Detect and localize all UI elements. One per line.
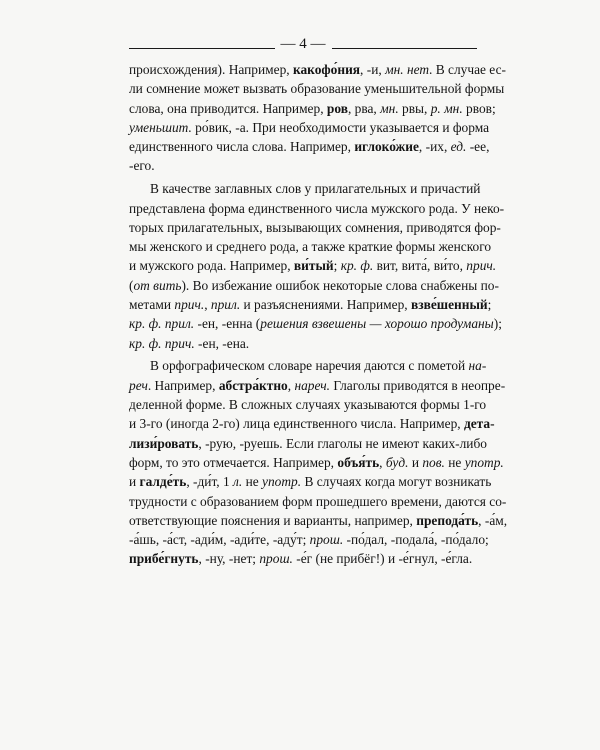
text-line: мы женского и среднего рода, а также краткие формы женского: [129, 239, 492, 255]
paragraph: [129, 179, 505, 353]
text-line: ответствующие пояснения и варианты, например, препода́ть, -а́м,: [129, 512, 508, 528]
text-line: уменьшит. ро́вик, -а. При необходимости указывается и форма: [129, 119, 490, 135]
text-line: и 3-го (иногда 2-го) лица единственного числа. Например, дета-: [129, 416, 495, 432]
paragraph: [129, 60, 506, 176]
paragraph: [129, 356, 508, 568]
text-line: деленной форме. В сложных случаях указываются формы 1-го: [129, 397, 487, 413]
text-line: лизи́ровать, -рую, -руешь. Если глаголы не имеют каких-либо: [129, 435, 487, 451]
text-line: торых прилагательных, вызывающих сомнения, приводятся фор-: [129, 219, 501, 235]
page-number-text: — 4 —: [275, 36, 332, 52]
text-line: реч. Например, абстра́ктно, нареч. Глаголы приводятся в неопре-: [129, 377, 506, 393]
text-line: В качестве заглавных слов у прилагательных и причастий: [150, 181, 481, 197]
text-line: единственного числа слова. Например, иглоко́жие, -их, ед. -ее,: [129, 139, 490, 155]
text-line: -его.: [129, 158, 155, 174]
page-number: [129, 36, 477, 52]
text-line: происхождения). Например, какофо́ния, -и, мн. нет. В случае ес-: [129, 62, 506, 77]
text-line: В орфографическом словаре наречия даются с пометой на-: [150, 358, 487, 374]
text-line: (от вить). Во избежание ошибок некоторые слова снабжены по-: [129, 277, 499, 293]
text-line: форм, то это отмечается. Например, объя́ть, буд. и пов. не употр.: [129, 454, 504, 470]
text-line: ли сомнение может вызвать образование уменьшительной формы: [129, 81, 505, 97]
text-line: кр. ф. прил. -ен, -енна (решения взвешены — хорошо продуманы);: [129, 316, 502, 332]
text-line: и галде́ть, -ди́т, 1 л. не употр. В случаях когда могут возникать: [129, 474, 492, 490]
text-line: метами прич., прил. и разъяснениями. Например, взве́шенный;: [129, 297, 492, 313]
body-text: [129, 60, 508, 569]
text-line: кр. ф. прич. -ен, -ена.: [129, 335, 250, 351]
text-line: представлена форма единственного числа мужского рода. У неко-: [129, 200, 505, 216]
text-line: и мужского рода. Например, ви́тый; кр. ф. вит, вита́, ви́то, прич.: [129, 258, 497, 274]
text-line: прибе́гнуть, -ну, -нет; прош. -е́г (не прибёг!) и -е́гнул, -е́гла.: [129, 551, 473, 567]
text-line: -а́шь, -а́ст, -ади́м, -ади́те, -аду́т; прош. -по́дал, -подала́, -по́дало;: [129, 532, 489, 548]
text-line: трудности с образованием форм прошедшего времени, даются со-: [129, 493, 507, 509]
text-line: слова, она приводится. Например, ров, рва, мн. рвы, р. мн. рвов;: [129, 100, 496, 116]
